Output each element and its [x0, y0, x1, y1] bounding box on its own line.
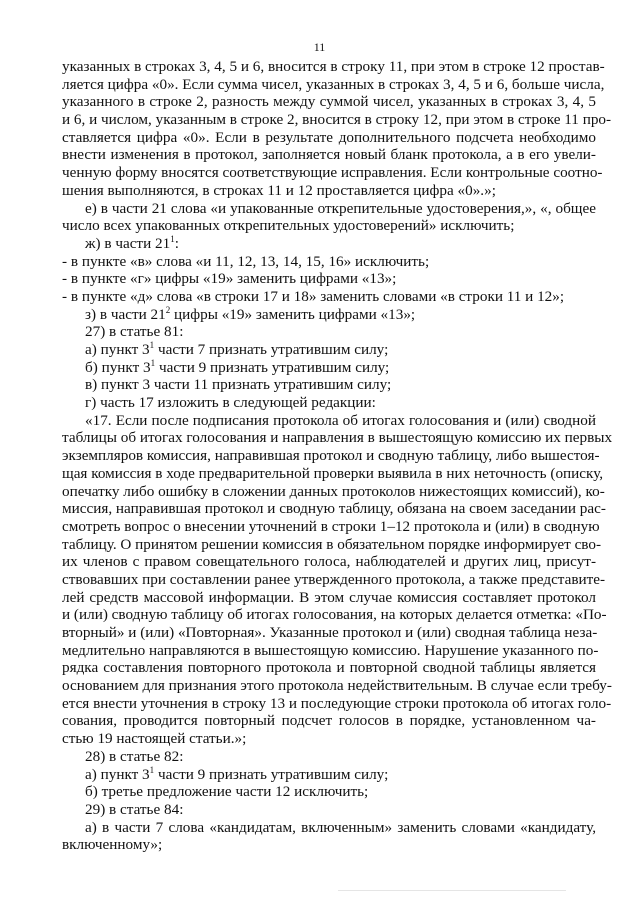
text-line [62, 819, 596, 837]
text-line [62, 783, 596, 801]
line-text: щая комиссия в ходе предварительной проверки выявила в них неточность (описку, [62, 464, 604, 482]
text-line [62, 253, 596, 271]
line-text-after: части 7 признать утратившим силу; [154, 341, 389, 358]
text-line [62, 570, 606, 589]
line-text: - в пункте «в» слова «и 11, 12, 13, 14, 15, 16» исключить; [62, 252, 430, 270]
text-line [62, 394, 596, 412]
line-text-after: цифры «19» заменить цифрами «13»; [170, 305, 416, 323]
line-text: миссия, направившая протокол и сводную таблицу, обязана на своем заседании рас- [62, 500, 606, 518]
text-line [62, 270, 596, 288]
line-text: - в пункте «г» цифры «19» заменить цифрами «13»; [62, 270, 397, 288]
line-text: - в пункте «д» слова «в строки 17 и 18» заменить словами «в строки 11 и 12»; [62, 287, 565, 305]
line-text: вторный» и (или) «Повторная». Указанные протокол и (или) сводная таблица неза- [62, 624, 598, 641]
text-line [62, 412, 596, 430]
line-text: ется внести уточнения в строку 13 и последующие строки протокола об итогах голо- [62, 694, 612, 712]
text-line [62, 306, 596, 324]
line-text: г) часть 17 изложить в следующей редакции: [85, 394, 376, 412]
superscript: 1 [170, 233, 175, 244]
line-text: внести изменения в протокол, заполняется новый бланк протокола, а в его увели- [62, 146, 596, 164]
line-text: ставляется цифра «0». Если в результате дополнительного подсчета необходимо [62, 128, 596, 146]
text-line [62, 748, 596, 766]
line-text: таблицы об итогах голосования и направления в вышестоящую комиссию их первых [62, 429, 613, 447]
text-line [62, 553, 596, 571]
text-line [62, 500, 606, 518]
line-text-after: части 9 признать утратившим силу; [154, 765, 389, 783]
line-text-after: части 9 признать утратившим силу; [155, 358, 390, 376]
superscript: 1 [149, 764, 155, 775]
line-text: е) в части 21 слова «и упакованные открепительные удостоверения,», «, общее [85, 199, 596, 217]
line-text: таблицу. О принятом решении комиссия в обязательном порядке информирует сво- [62, 535, 602, 553]
superscript: 2 [165, 304, 171, 315]
line-text: ченную форму вносятся соответствующие исправления. Если контрольные соотно- [62, 164, 603, 182]
text-line [62, 659, 596, 677]
text-line [62, 730, 596, 748]
text-line [62, 712, 596, 730]
document-body [62, 58, 613, 854]
text-line [62, 429, 613, 447]
line-text: и (или) сводную таблицу об итогах голосования, на которых делается отметка: «По- [62, 606, 607, 624]
superscript: 1 [149, 339, 155, 350]
line-text: основанием для признания этого протокола недействительным. В случае если требу- [62, 677, 612, 695]
text-line [62, 766, 596, 784]
line-text: ж) в части 21 [85, 234, 171, 252]
text-line [62, 323, 596, 341]
line-text: шения выполняются, в строках 11 и 12 проставляется цифра «0».»; [62, 181, 496, 199]
text-line [62, 75, 605, 94]
line-text: рядка составления повторного протокола и повторной сводной таблицы является [62, 659, 596, 677]
line-text: 29) в статье 84: [85, 800, 184, 818]
text-line [62, 93, 596, 111]
text-line [62, 376, 596, 394]
line-text: б) третье предложение части 12 исключить; [85, 783, 369, 801]
text-line [62, 164, 603, 182]
line-text: б) пункт 3 [85, 358, 151, 376]
text-line [62, 288, 596, 306]
line-text: включенному»; [62, 836, 163, 854]
text-line [62, 517, 600, 536]
line-text: з) в части 21 [85, 305, 166, 323]
text-line [62, 129, 596, 147]
line-text: «17. Если после подписания протокола об итогах голосования и (или) сводной [85, 411, 596, 429]
line-text: ляется цифра «0». Если сумма чисел, указанных в строках 3, 4, 5 и 6, больше числа, [62, 75, 605, 93]
line-text: указанного в строке 2, разность между суммой чисел, указанных в строках 3, 4, 5 [62, 93, 596, 111]
text-line [62, 677, 612, 695]
text-line [62, 836, 596, 854]
text-line [62, 235, 596, 253]
text-line [62, 606, 607, 624]
text-line [62, 341, 596, 359]
text-line [62, 641, 599, 660]
line-text: опечатку либо ошибку в сложении данных протоколов нижестоящих комиссий), ко- [62, 482, 605, 500]
superscript: 1 [150, 357, 156, 368]
line-text: медлительно направляются в вышестоящую комиссию. Нарушение указанного по- [62, 641, 599, 659]
text-line [62, 217, 596, 235]
text-line [62, 535, 602, 554]
text-line [62, 359, 596, 377]
text-line [62, 589, 596, 607]
line-text: сования, проводится повторный подсчет голосов в порядке, установленном ча- [62, 712, 596, 730]
page-number: 11 [313, 40, 326, 54]
line-text-after: : [174, 234, 179, 252]
line-text: смотреть вопрос о внесении уточнений в строки 1–12 протокола и (или) в сводную [62, 517, 600, 535]
line-text: 27) в статье 81: [85, 323, 184, 341]
line-text: а) пункт 3 [85, 341, 150, 358]
bottom-rule [338, 890, 566, 891]
line-text: 28) в статье 82: [85, 747, 184, 765]
line-text: и 6, и числом, указанным в строке 2, вносится в строку 12, при этом в строке 11 про- [62, 111, 612, 129]
line-text: а) пункт 3 [85, 765, 150, 783]
text-line [62, 146, 596, 164]
text-line [62, 694, 612, 713]
text-line [62, 58, 605, 76]
line-text: в) пункт 3 части 11 признать утратившим силу; [85, 376, 392, 394]
line-text: указанных в строках 3, 4, 5 и 6, вносится в строку 11, при этом в строке 12 простав- [62, 58, 605, 75]
text-line [62, 182, 596, 200]
line-text: экземпляров комиссия, направившая протокол и сводную таблицу, либо вышестоя- [62, 447, 600, 465]
line-text: а) в части 7 слова «кандидатам, включенным» заменить словами «кандидату, [85, 818, 596, 836]
line-text: ствовавших при составлении ранее утвержденного протокола, а также представите- [62, 570, 606, 588]
text-line [62, 482, 605, 501]
line-text: лей средств массовой информации. В этом случае комиссия составляет протокол [62, 588, 596, 606]
text-line [62, 200, 596, 218]
text-line [62, 624, 596, 642]
text-line [62, 447, 600, 465]
line-text: стью 19 настоящей статьи.»; [62, 730, 247, 748]
line-text: их членов с правом совещательного голоса, наблюдателей и других лиц, присут- [62, 553, 596, 571]
text-line [62, 111, 612, 129]
line-text: число всех упакованных открепительных удостоверений» исключить; [62, 217, 515, 235]
text-line [62, 801, 596, 819]
text-line [62, 464, 604, 483]
